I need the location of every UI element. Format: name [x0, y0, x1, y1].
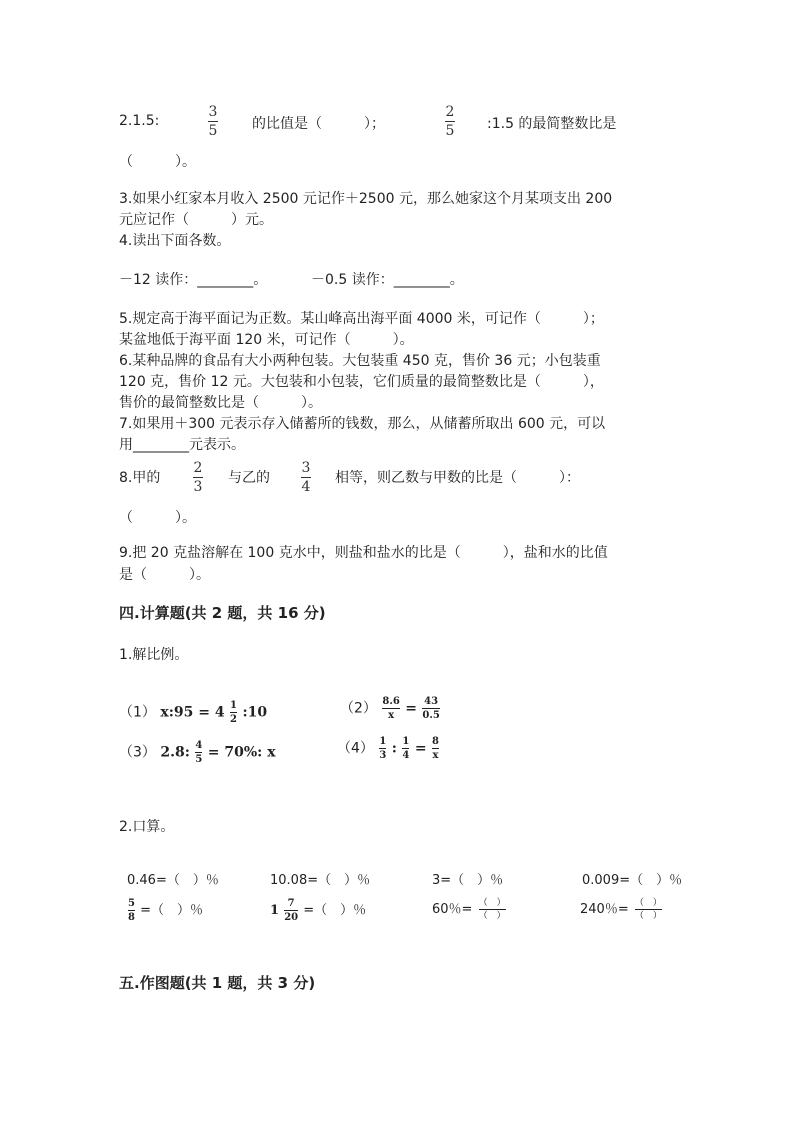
equation-1-fraction — [230, 700, 237, 725]
fraction-den: 2 — [230, 714, 238, 725]
q2-fraction-1 — [208, 105, 218, 138]
oral-r2c3-fraction — [479, 898, 506, 921]
q3-line2: 元应记作（ ）元。 — [119, 212, 273, 228]
q8-fraction-1 — [193, 461, 203, 494]
q9-line1: 9.把 20 克盐溶解在 100 克水中，则盐和盐水的比是（ ），盐和水的比值 — [119, 545, 608, 561]
q6-line2: 120 克，售价 12 元。大包装和小包装，它们质量的最简整数比是（ ）， — [119, 374, 604, 390]
equation-4 — [337, 736, 440, 761]
q8-prefix: 8.甲的 — [119, 470, 161, 486]
fraction-den: （ ） — [478, 911, 506, 921]
q2-frac1-num: 3 — [208, 104, 218, 120]
section4-p1-title: 1.解比例。 — [119, 647, 189, 663]
equation-4-equals: = — [414, 740, 427, 757]
q7-line1: 7.如果用＋300 元表示存入储蓄所的钱数，那么，从储蓄所取出 600 元，可以 — [119, 416, 606, 432]
q7-line2: 用________元表示。 — [119, 437, 245, 453]
fraction-num: 1 — [230, 700, 238, 711]
section4-title: 四.计算题(共 2 题，共 16 分) — [119, 604, 326, 622]
q3-line1: 3.如果小红家本月收入 2500 元记作＋2500 元，那么她家这个月某项支出 200 — [119, 191, 613, 207]
fraction-num: 8 — [432, 736, 439, 747]
fraction-bar — [432, 748, 439, 749]
fraction-num: 7 — [287, 898, 295, 909]
equation-1-right: :10 — [242, 704, 268, 721]
oral-r1c1: 0.46=（ ）％ — [127, 873, 219, 888]
q8-mid: 与乙的 — [228, 470, 270, 486]
fraction-den: x — [388, 710, 395, 721]
oral-r2c4 — [580, 898, 662, 921]
q4-item2: －0.5 读作：________。 — [311, 272, 464, 288]
oral-r2c2-rest: =（ ）％ — [303, 903, 367, 918]
fraction-bar — [195, 752, 202, 753]
fraction-bar — [230, 712, 237, 713]
q6-line3: 售价的最简整数比是（ ）。 — [119, 395, 322, 411]
fraction-den: 20 — [284, 912, 299, 923]
fraction-den: 4 — [402, 750, 410, 761]
section5-title: 五.作图题(共 1 题，共 3 分) — [119, 974, 316, 992]
oral-r2c3-left: 60％= — [432, 902, 473, 917]
oral-r2c1-fraction — [128, 898, 135, 923]
equation-2-left-fraction — [382, 696, 399, 721]
equation-3-label: （3） — [119, 744, 156, 761]
oral-r2c2-fraction — [284, 898, 298, 923]
q2-prefix: 2.1.5: — [119, 113, 160, 129]
equation-2 — [340, 696, 441, 721]
fraction-bar — [193, 477, 203, 478]
oral-r2c4-left: 240％= — [580, 902, 629, 917]
fraction-den: 8 — [128, 912, 135, 923]
q6-line1: 6.某种品牌的食品有大小两种包装。大包装重 450 克，售价 36 元；小包装重 — [119, 353, 601, 369]
oral-r2c1 — [127, 898, 203, 923]
q2-suffix: :1.5 的最简整数比是 — [487, 116, 617, 132]
fraction-num: 1 — [379, 736, 387, 747]
q5-line2: 某盆地低于海平面 120 米，可记作（ ）。 — [119, 332, 414, 348]
q4-title: 4.读出下面各数。 — [119, 233, 231, 249]
fraction-num: （ ） — [634, 898, 662, 908]
equation-2-label: （2） — [340, 700, 377, 717]
equation-1-label: （1） — [119, 704, 156, 721]
q2-frac2-num: 2 — [445, 104, 455, 120]
fraction-bar — [635, 909, 662, 910]
q8-frac2-num: 3 — [301, 460, 311, 476]
q4-item1: －12 读作：________。 — [119, 272, 268, 288]
fraction-bar — [445, 121, 455, 122]
fraction-bar — [208, 121, 218, 122]
fraction-num: 4 — [195, 740, 203, 751]
fraction-num: 8.6 — [382, 696, 400, 707]
fraction-num: 1 — [402, 736, 410, 747]
oral-r1c3: 3=（ ）％ — [432, 873, 504, 888]
fraction-den: （ ） — [634, 911, 662, 921]
equation-4-colon: : — [391, 740, 397, 757]
oral-r1c2: 10.08=（ ）％ — [270, 873, 371, 888]
fraction-den: 3 — [379, 750, 387, 761]
q2-fraction-2 — [445, 105, 455, 138]
q9-line2: 是（ ）。 — [119, 567, 210, 583]
equation-2-equals: = — [405, 700, 417, 717]
fraction-num: 5 — [128, 898, 135, 909]
q5-line1: 5.规定高于海平面记为正数。某山峰高出海平面 4000 米，可记作（ ）； — [119, 311, 604, 327]
equation-4-fraction-c — [432, 736, 439, 761]
q2-blank: （ ）。 — [119, 154, 196, 170]
q8-suffix: 相等，则乙数与甲数的比是（ ）： — [335, 470, 580, 486]
equation-3 — [119, 740, 276, 765]
fraction-bar — [379, 748, 386, 749]
equation-4-fraction-b — [402, 736, 409, 761]
equation-2-right-fraction — [422, 696, 439, 721]
fraction-num: 43 — [424, 696, 439, 707]
fraction-bar — [128, 910, 135, 911]
q8-fraction-2 — [301, 461, 311, 494]
fraction-bar — [402, 748, 409, 749]
equation-1 — [119, 700, 267, 725]
equation-3-fraction — [195, 740, 202, 765]
equation-4-fraction-a — [379, 736, 386, 761]
q8-frac1-den: 3 — [193, 479, 203, 495]
oral-r2c4-fraction — [635, 898, 662, 921]
equation-1-left: x:95 = 4 — [160, 704, 225, 721]
oral-r2c3 — [432, 898, 506, 921]
q2-frac1-den: 5 — [208, 123, 218, 139]
equation-3-left: 2.8: — [160, 744, 190, 761]
q2-frac2-den: 5 — [445, 123, 455, 139]
section4-p2-title: 2.口算。 — [119, 819, 175, 835]
equation-3-right: = 70%: x — [207, 744, 276, 761]
fraction-bar — [479, 909, 506, 910]
oral-r2c2-whole: 1 — [270, 903, 280, 918]
fraction-den: 5 — [195, 754, 203, 765]
fraction-bar — [382, 708, 399, 709]
q8-frac1-num: 2 — [193, 460, 203, 476]
fraction-bar — [422, 708, 439, 709]
fraction-bar — [301, 477, 311, 478]
oral-r2c1-rest: =（ ）％ — [140, 903, 204, 918]
equation-4-label: （4） — [337, 740, 374, 757]
fraction-num: （ ） — [478, 898, 506, 908]
q2-mid: 的比值是（ ）； — [252, 116, 385, 132]
oral-r1c4: 0.009=（ ）％ — [582, 873, 683, 888]
fraction-bar — [284, 910, 298, 911]
fraction-den: x — [432, 750, 439, 761]
fraction-den: 0.5 — [422, 710, 440, 721]
q8-blank: （ ）。 — [119, 510, 196, 526]
oral-r2c2 — [270, 898, 366, 923]
q8-frac2-den: 4 — [301, 479, 311, 495]
